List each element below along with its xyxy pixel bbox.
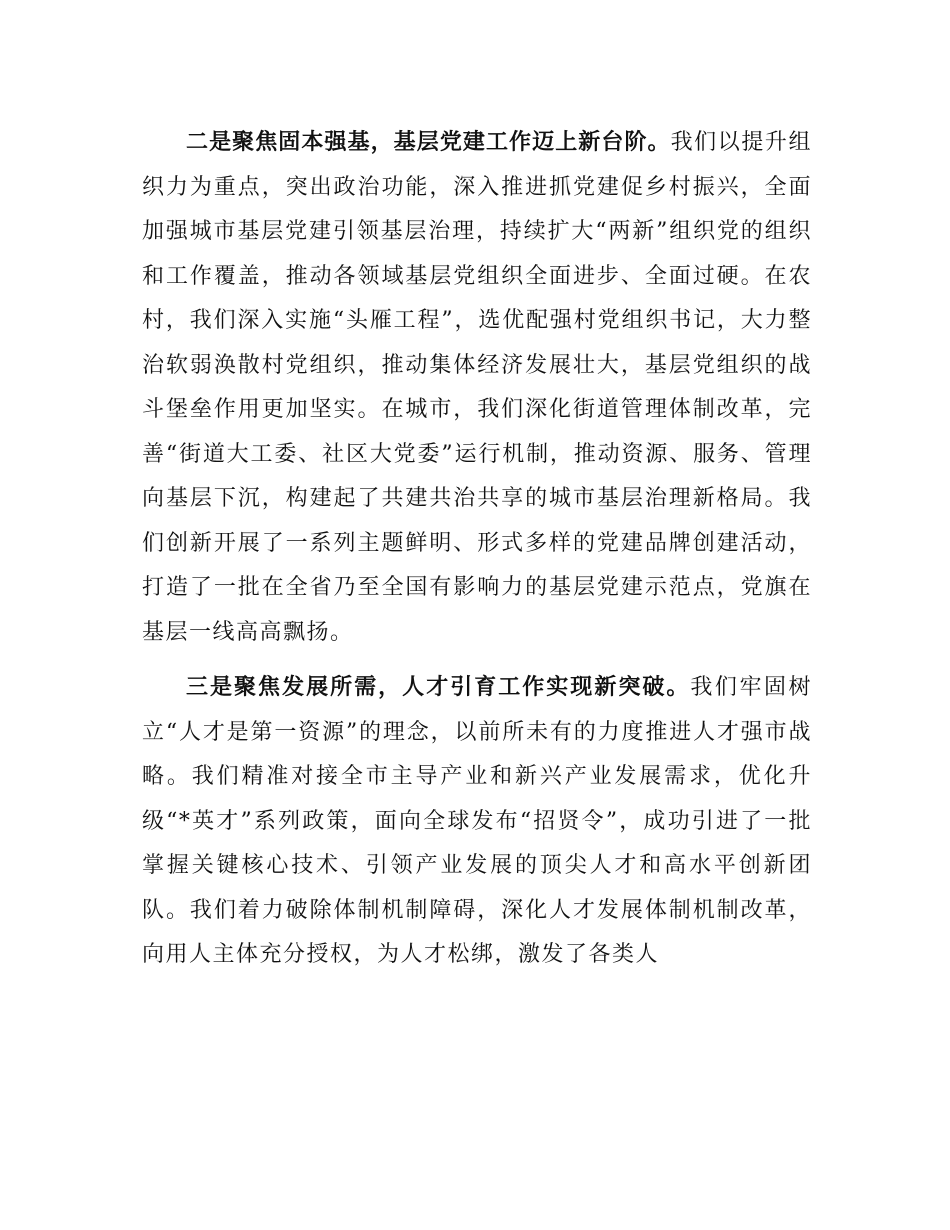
paragraph-talent-introduction [142, 666, 812, 978]
paragraph-body-text: 我们牢固树立“人才是第一资源”的理念，以前所未有的力度推进人才强市战略。我们精准对接全市主导产业和新兴产业发展需求，优化升级“*英才”系列政策，面向全球发布“招贤令”，成功引进了一批掌握关键核心技术、引领产业发展的顶尖人才和高水平创新团队。我们着力破除体制机制障碍，深化人才发展体制机制改革，向用人主体充分授权，为人才松绑，激发了各类人 [142, 675, 812, 967]
paragraph-lead-heading: 二是聚焦固本强基，基层党建工作迈上新台阶。 [186, 130, 671, 155]
paragraph-grassroots-party-building [142, 121, 812, 655]
paragraph-body-text: 我们以提升组织力为重点，突出政治功能，深入推进抓党建促乡村振兴，全面加强城市基层党建引领基层治理，持续扩大“两新”组织党的组织和工作覆盖，推动各领域基层党组织全面进步、全面过硬。在农村，我们深入实施“头雁工程”，选优配强村党组织书记，大力整治软弱涣散村党组织，推动集体经济发展壮大，基层党组织的战斗堡垒作用更加坚实。在城市，我们深化街道管理体制改革，完善“街道大工委、社区大党委”运行机制，推动资源、服务、管理向基层下沉，构建起了共建共治共享的城市基层治理新格局。我们创新开展了一系列主题鲜明、形式多样的党建品牌创建活动，打造了一批在全省乃至全国有影响力的基层党建示范点，党旗在基层一线高高飘扬。 [142, 130, 812, 645]
document-body [142, 121, 812, 989]
paragraph-lead-heading: 三是聚焦发展所需，人才引育工作实现新突破。 [186, 675, 691, 700]
